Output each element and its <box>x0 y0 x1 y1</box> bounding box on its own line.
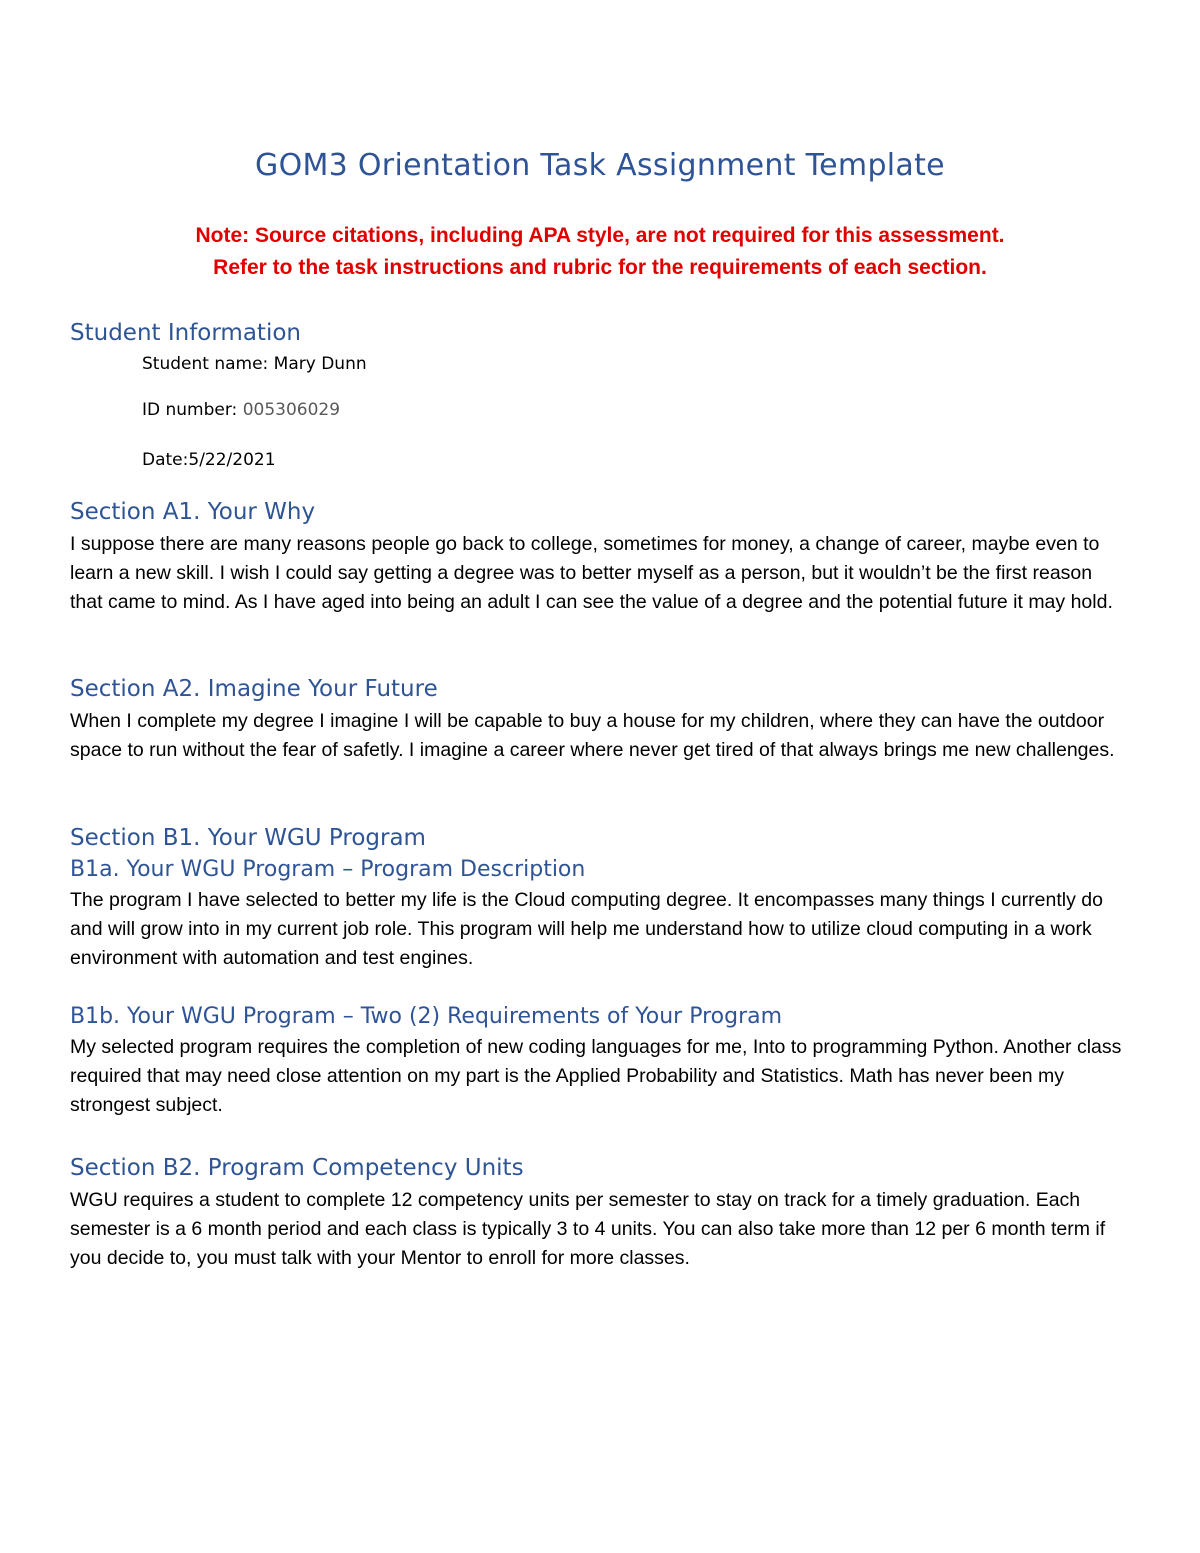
section-b1a-body: The program I have selected to better my life is the Cloud computing degree. It encompasses many things I currently do and will grow into in my current job role. This program will help me understand how to utilize cloud computing in a work environment with automation and test engines. <box>70 889 1103 969</box>
date-value: 5/22/2021 <box>188 450 276 470</box>
section-a2-heading: Section A2. Imagine Your Future <box>70 676 438 702</box>
student-info-heading: Student Information <box>70 320 301 346</box>
section-b1a-heading: B1a. Your WGU Program – Program Description <box>70 857 586 882</box>
section-b2-body: WGU requires a student to complete 12 competency units per semester to stay on track for a timely graduation. Each semester is a 6 month period and each class is typically 3 to 4 units. You can also take more than 12 per 6 month term if you decide to, you must talk with your Mentor to enroll for more classes. <box>70 1189 1106 1269</box>
note-line-1: Note: Source citations, including APA style, are not required for this assessment. <box>195 224 1005 247</box>
student-name-row <box>142 354 367 374</box>
section-b1b-body: My selected program requires the completion of new coding languages for me, Into to programming Python. Another class required that may need close attention on my part is the Applied Probability and Statistics. Math has never been my strongest subject. <box>70 1036 1122 1116</box>
section-a2-body: When I complete my degree I imagine I will be capable to buy a house for my children, where they can have the outdoor space to run without the fear of safetly. I imagine a career where never get tired of that always brings me new challenges. <box>70 710 1115 761</box>
id-number-row <box>142 400 340 420</box>
id-number-label: ID number: <box>142 400 243 420</box>
student-name-label: Student name: <box>142 354 274 374</box>
note-line-2: Refer to the task instructions and rubric for the requirements of each section. <box>213 256 987 279</box>
section-a1-heading: Section A1. Your Why <box>70 499 316 525</box>
date-row <box>142 450 276 470</box>
section-b1b-heading: B1b. Your WGU Program – Two (2) Requirements of Your Program <box>70 1004 783 1029</box>
section-b2-heading: Section B2. Program Competency Units <box>70 1155 524 1181</box>
id-number-value: 005306029 <box>242 400 341 420</box>
student-name-value: Mary Dunn <box>273 354 367 374</box>
document-title: GOM3 Orientation Task Assignment Template <box>255 148 945 183</box>
section-b1-heading: Section B1. Your WGU Program <box>70 825 426 851</box>
date-label: Date: <box>142 450 189 470</box>
section-a1-body: I suppose there are many reasons people go back to college, sometimes for money, a change of career, maybe even to learn a new skill. I wish I could say getting a degree was to better myself as a person, but it wouldn’t be the first reason that came to mind. As I have aged into being an adult I can see the value of a degree and the potential future it may hold. <box>70 533 1113 613</box>
